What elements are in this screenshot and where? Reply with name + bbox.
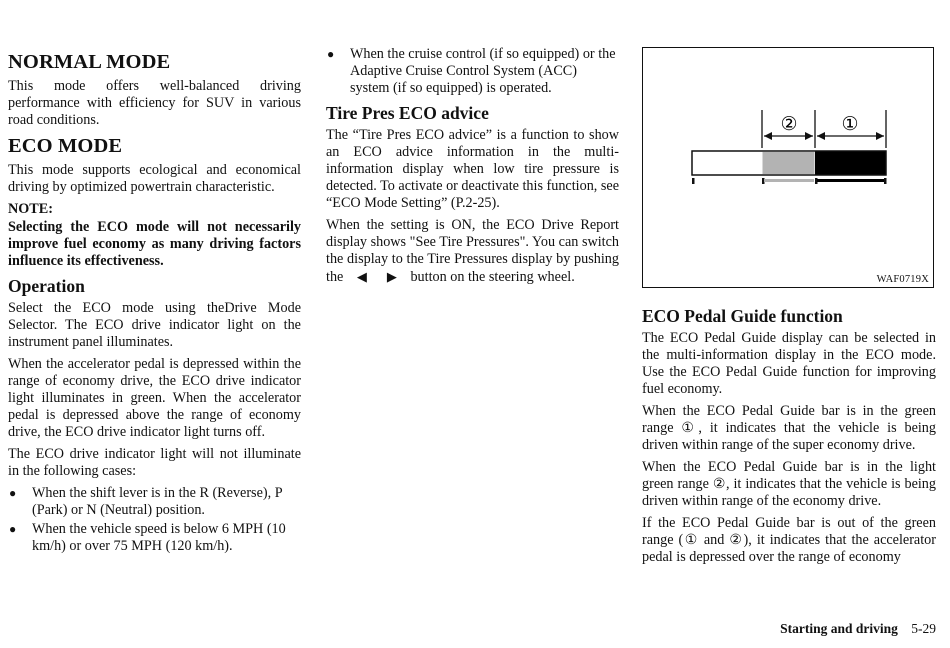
list-item — [326, 46, 619, 97]
eco-mode-body: This mode supports ecological and economical driving by optimized powertrain characteristic. — [8, 162, 301, 195]
tire-pres-text-before: When the setting is ON, the ECO Drive Report display shows "See Tire Pressures". You can switch the display to the Tire Pressures display by pushing the — [326, 217, 619, 285]
page-number: 5-29 — [911, 621, 936, 636]
normal-mode-body: This mode offers well-balanced driving performance with efficiency for SUV in various road conditions. — [8, 78, 301, 128]
list-item-text: When the shift lever is in the R (Reverse), P (Park) or N (Neutral) position. — [32, 485, 283, 518]
left-arrow-icon: ◀ — [356, 269, 367, 284]
right-arrow-icon: ▶ — [386, 269, 397, 284]
arrowhead-right-1 — [876, 132, 884, 140]
operation-paragraph-1: Select the ECO mode using theDrive Mode Selector. The ECO drive indicator light on the instrument panel illuminates. — [8, 300, 301, 350]
range-label-2: ② — [780, 113, 798, 135]
range-label-1: ① — [841, 113, 859, 135]
tire-pres-heading: Tire Pres ECO advice — [326, 103, 489, 123]
list-item — [8, 485, 301, 519]
middle-column — [326, 46, 619, 291]
operation-paragraph-2: When the accelerator pedal is depressed within the range of economy drive, the ECO drive indicator light illuminates in green. When the accelerator pedal is depressed above the range of economy drive, the ECO drive indicator light turns off. — [8, 356, 301, 440]
operation-paragraph-3: The ECO drive indicator light will not illuminate in the following cases: — [8, 446, 301, 479]
eco-pedal-paragraph-1: The ECO Pedal Guide display can be selected in the multi-information display in the ECO mode. Use the ECO Pedal Guide function for improving fuel economy. — [642, 330, 936, 397]
eco-pedal-paragraph-4: If the ECO Pedal Guide bar is out of the green range (① and ②), it indicates that the accelerator pedal is depressed over the range of economy — [642, 515, 936, 565]
normal-mode-heading: NORMAL MODE — [8, 51, 171, 73]
right-column — [642, 300, 936, 571]
page-footer — [780, 621, 936, 637]
bullet-icon: ● — [9, 522, 17, 536]
eco-pedal-guide-heading: ECO Pedal Guide function — [642, 306, 843, 326]
note-label: NOTE: — [8, 201, 53, 217]
left-column — [8, 46, 301, 559]
tire-pres-paragraph-1: The “Tire Pres ECO advice” is a function to show an ECO advice information in the multi-information display when low tire pressure is detected. To activate or deactivate this function, see “ECO Mode Setting” (P.2-25). — [326, 127, 620, 211]
operation-bullet-list — [8, 485, 301, 555]
figure-code: WAF0719X — [876, 274, 929, 285]
cruise-bullet-list — [326, 46, 619, 97]
light-green-range-segment — [763, 152, 815, 175]
eco-mode-heading: ECO MODE — [8, 135, 123, 157]
bullet-icon: ● — [9, 486, 17, 500]
list-item — [8, 521, 301, 555]
tire-pres-text-after: button on the steering wheel. — [410, 269, 575, 285]
eco-pedal-guide-figure — [642, 47, 934, 288]
green-underline — [817, 179, 884, 182]
bullet-icon: ● — [327, 47, 335, 61]
eco-pedal-paragraph-3: When the ECO Pedal Guide bar is in the light green range ②, it indicates that the vehicle is being driven within range of the economy drive. — [642, 459, 936, 509]
eco-pedal-paragraph-2: When the ECO Pedal Guide bar is in the green range ①, it indicates that the vehicle is being driven within range of the super economy drive. — [642, 403, 936, 453]
list-item-text: When the vehicle speed is below 6 MPH (10 km/h) or over 75 MPH (120 km/h). — [32, 521, 286, 554]
eco-pedal-guide-diagram — [643, 48, 935, 289]
tick-right — [884, 178, 887, 184]
note-body: Selecting the ECO mode will not necessarily improve fuel economy as many driving factors influence its effectiveness. — [8, 219, 301, 269]
list-item-text: When the cruise control (if so equipped) or the Adaptive Cruise Control System (ACC) system (if so equipped) is operated. — [350, 46, 616, 96]
light-green-underline — [764, 179, 814, 182]
arrowhead-right-2 — [805, 132, 813, 140]
footer-section-title: Starting and driving — [780, 621, 898, 636]
operation-heading: Operation — [8, 276, 85, 296]
arrowhead-left-1 — [817, 132, 825, 140]
green-range-segment — [815, 151, 886, 175]
tire-pres-paragraph-2 — [326, 217, 619, 286]
arrowhead-left-2 — [764, 132, 772, 140]
tick-left — [692, 178, 695, 184]
